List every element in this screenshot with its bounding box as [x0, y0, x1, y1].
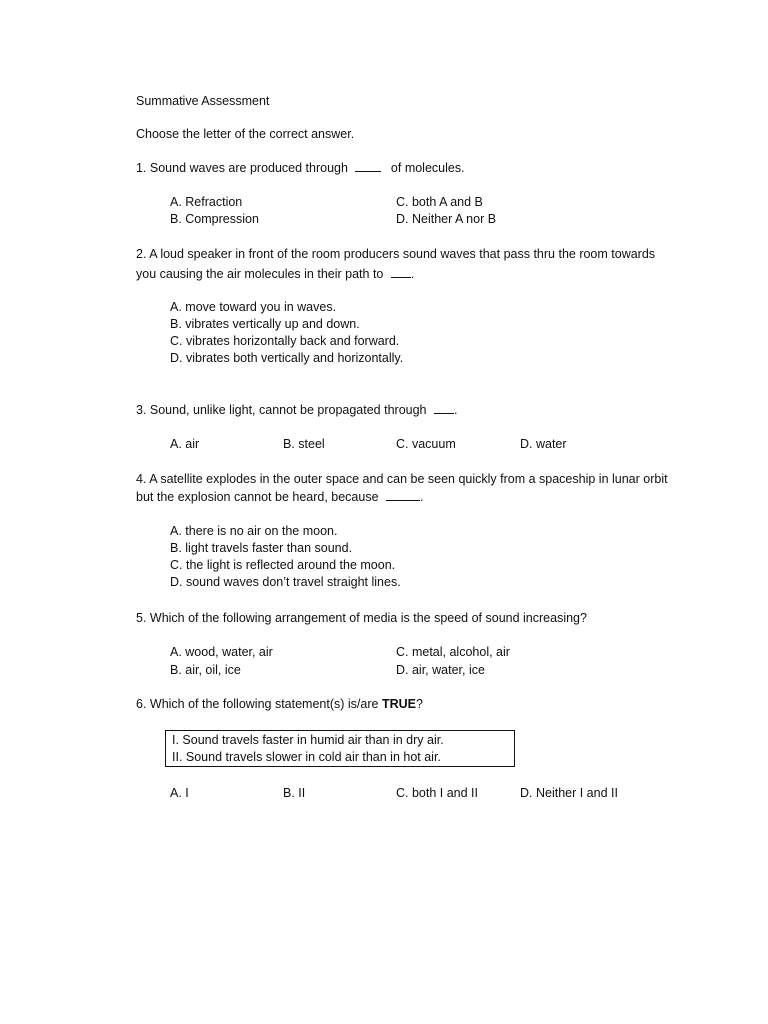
question-5: 5. Which of the following arrangement of media is the speed of sound increasing? [136, 611, 587, 625]
q5-choice-a: A. wood, water, air [170, 645, 273, 659]
statement-2: II. Sound travels slower in cold air than in hot air. [172, 750, 441, 764]
question-4-text-before: but the explosion cannot be heard, because [136, 490, 379, 504]
q2-choice-c: C. vibrates horizontally back and forward. [170, 334, 400, 348]
q4-choice-c: C. the light is reflected around the moon. [170, 558, 396, 572]
q1-choice-b: B. Compression [170, 212, 259, 226]
question-6-emphasis: TRUE [381, 697, 416, 711]
q6-choice-d: D. Neither I and II [520, 786, 618, 800]
question-3-text-before: 3. Sound, unlike light, cannot be propagated through [136, 403, 427, 417]
question-2-line-2 [136, 267, 414, 281]
question-1-text-before: 1. Sound waves are produced through [136, 161, 348, 175]
question-1-text-after: of molecules. [390, 161, 465, 175]
q2-choice-a: A. move toward you in waves. [170, 300, 337, 314]
q1-choice-c: C. both A and B [396, 195, 483, 209]
q3-choice-b: B. steel [283, 437, 325, 451]
q3-choice-a: A. air [170, 437, 200, 451]
question-4-text-after: . [420, 490, 424, 504]
q5-choice-d: D. air, water, ice [396, 663, 485, 677]
q6-choice-a: A. I [170, 786, 189, 800]
q5-choice-c: C. metal, alcohol, air [396, 645, 510, 659]
q4-choice-b: B. light travels faster than sound. [170, 541, 353, 555]
q1-choice-d: D. Neither A nor B [396, 212, 497, 226]
answer-blank [355, 161, 381, 172]
q3-choice-c: C. vacuum [396, 437, 456, 451]
question-6-text-before: 6. Which of the following statement(s) is/are [136, 697, 379, 711]
q4-choice-a: A. there is no air on the moon. [170, 524, 338, 538]
question-4-line-1: 4. A satellite explodes in the outer space and can be seen quickly from a spaceship in lunar orbit [136, 472, 668, 486]
question-4-line-2 [136, 490, 424, 504]
question-6-text-after: ? [415, 697, 423, 711]
q3-choice-d: D. water [520, 437, 567, 451]
page-title: Summative Assessment [136, 94, 270, 108]
statements-box [165, 730, 515, 767]
q6-choice-b: B. II [283, 786, 306, 800]
answer-blank [391, 267, 411, 278]
q4-choice-d: D. sound waves don’t travel straight lines. [170, 575, 401, 589]
q6-choice-c: C. both I and II [396, 786, 478, 800]
question-2-line-1: 2. A loud speaker in front of the room producers sound waves that pass thru the room towards [136, 247, 656, 261]
q1-choice-a: A. Refraction [170, 195, 243, 209]
answer-blank [386, 490, 420, 501]
q2-choice-d: D. vibrates both vertically and horizontally. [170, 351, 404, 365]
question-3 [136, 403, 457, 417]
question-1 [136, 161, 465, 175]
question-3-text-after: . [453, 403, 458, 417]
answer-blank [434, 403, 454, 414]
q2-choice-b: B. vibrates vertically up and down. [170, 317, 360, 331]
statement-1: I. Sound travels faster in humid air than in dry air. [172, 733, 444, 747]
q5-choice-b: B. air, oil, ice [170, 663, 241, 677]
question-6 [136, 698, 423, 711]
instructions: Choose the letter of the correct answer. [136, 127, 355, 141]
question-2-text-after: . [410, 267, 415, 281]
question-2-text-before: you causing the air molecules in their path to [136, 267, 384, 281]
